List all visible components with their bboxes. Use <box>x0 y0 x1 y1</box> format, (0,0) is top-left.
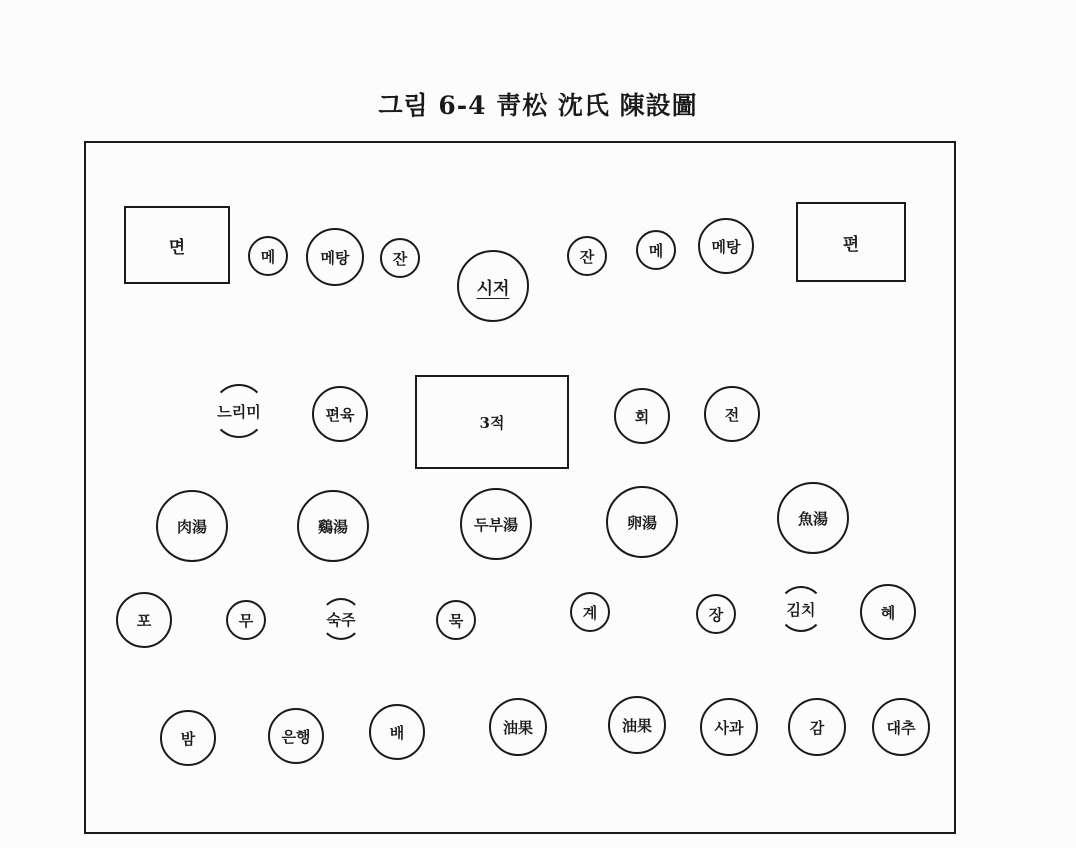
dish-po: 포 <box>116 592 172 648</box>
dish-bae: 배 <box>369 704 425 760</box>
dish-gye: 계 <box>570 592 610 632</box>
dish-right-me: 메 <box>636 230 676 270</box>
dish-sukju: 숙주 <box>320 598 362 640</box>
dish-sijeo: 시저 <box>457 250 529 322</box>
dish-rantang: 卵湯 <box>606 486 678 558</box>
dish-eotang: 魚湯 <box>777 482 849 554</box>
dish-pyeonyuk: 편육 <box>312 386 368 442</box>
dish-left-me: 메 <box>248 236 288 276</box>
dish-gyetang: 鷄湯 <box>297 490 369 562</box>
dish-pyeon: 편 <box>796 202 906 282</box>
dish-yuktang: 肉湯 <box>156 490 228 562</box>
dish-eunhaeng: 은행 <box>268 708 324 764</box>
dish-right-jan: 잔 <box>567 236 607 276</box>
dish-jang: 장 <box>696 594 736 634</box>
dish-bam: 밤 <box>160 710 216 766</box>
dish-mu: 무 <box>226 600 266 640</box>
dish-hye: 혜 <box>860 584 916 640</box>
dish-nurumi: 느리미 <box>212 384 266 438</box>
dish-sagwa: 사과 <box>700 698 758 756</box>
dish-hoe: 회 <box>614 388 670 444</box>
dish-jeon: 전 <box>704 386 760 442</box>
dish-left-jan: 잔 <box>380 238 420 278</box>
dish-muk: 묵 <box>436 600 476 640</box>
dish-gam: 감 <box>788 698 846 756</box>
dish-daechu: 대추 <box>872 698 930 756</box>
dish-yugwa-1: 油果 <box>489 698 547 756</box>
diagram-title: 그림 6-4 靑松 沈氏 陳設圖 <box>378 91 698 120</box>
dish-myeon: 면 <box>124 206 230 284</box>
dish-samjeok: 3적 <box>415 375 569 469</box>
dish-kimchi: 김치 <box>778 586 824 632</box>
dish-right-me-tang: 메탕 <box>698 218 754 274</box>
dish-yugwa-2: 油果 <box>608 696 666 754</box>
dish-dubutang: 두부湯 <box>460 488 532 560</box>
dish-left-me-tang: 메탕 <box>306 228 364 286</box>
